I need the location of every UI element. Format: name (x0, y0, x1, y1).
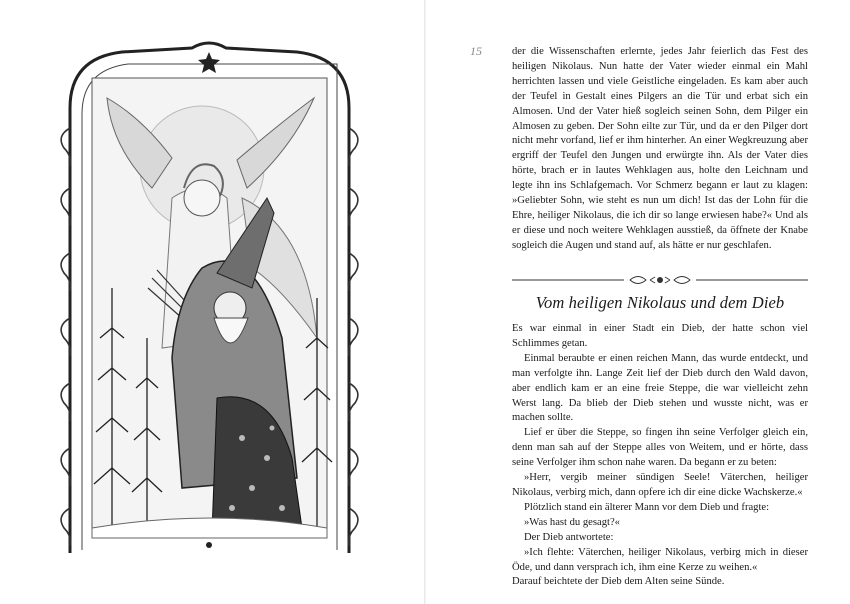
story-paragraph: Der Dieb antwortete: (524, 531, 614, 543)
story-paragraph: »Ich flehte: Väterchen, heiliger Nikolaus, verbirg mich in dieser Öde, und dann versprach ich, ihm eine Kerze zu weihen.« (512, 546, 808, 573)
story-paragraph: Lief er über die Steppe, so fingen ihn seine Verfolger gleich ein, denn man sah auf der Steppe alles von Weitem, und er hörte, dass seine Verfolger ihm schon nahe waren. Da begann er zu beten: (512, 427, 808, 469)
story-paragraph: »Herr, vergib meiner sündigen Seele! Väterchen, heiliger Nikolaus, verbirg mich, dann opfere ich dir eine dicke Wachskerze.« (512, 472, 808, 498)
story-paragraph: »Was hast du gesagt?« (524, 516, 620, 528)
frame-ornament-bottom (206, 542, 212, 548)
story-text (512, 322, 808, 590)
page-number: 15 (470, 44, 482, 58)
gutter (424, 0, 426, 604)
story-title: Vom heiligen Nikolaus und dem Dieb (535, 293, 785, 312)
continuation-text (512, 45, 808, 254)
saint-nicholas-angel-illustration (52, 38, 367, 558)
story-paragraph: Plötzlich stand ein älterer Mann vor dem Dieb und fragte: (524, 501, 770, 513)
story-paragraph: Es war einmal in einer Stadt ein Dieb, der hatte schon viel Schlimmes getan. (512, 323, 808, 349)
continuation-paragraph: der die Wissenschaften erlernte, jedes Jahr feierlich das Fest des heiligen Nikolaus. Nun hatte der Vater wieder einmal ein Mahl herrichten lassen und viele Geistliche eingeladen. Es kam aber auch der Teufel in Gestalt eines Pilgers an die Tür und erbat sich ein Almosen. Und der Vater hieß sogleich seinen Sohn, dem Pilger ein Almosen zu geben. Der Sohn eilte zur Tür, und da er den Pilger dort nicht mehr vorfand, lief er ihm hinterher. An einer Wegkreuzung aber ergriff der Teufel den Jungen und erwürgte ihn. Als der Vater dies hörte, brach er in lautes Wehklagen aus, holte den Leichnam und legte ihn ins Schlafgemach. Vor Schmerz begann er laut zu klagen: »Geliebter Sohn, wie steht es nun um dich! Ist das der Lohn für die Ehre, heiliger Nikolaus, die ich dir so lange erwiesen habe?« Und als er diese und noch weitere Wehklagen ausstieß, da öffnete der Knabe sogleich die Augen und stand auf, als hätte er nur geschlafen. (512, 46, 808, 251)
story-paragraph: Darauf beichtete der Dieb dem Alten seine Sünde. (512, 576, 725, 588)
story-paragraph: Einmal beraubte er einen reichen Mann, das wurde entdeckt, und man verfolgte ihn. Lange Zeit lief der Dieb durch den Wald davon, aber endlich kam er an eine freie Steppe, die war vielleicht zehn Werst lang. Da blieb der Dieb stehen und wusste nicht, was er machen sollte. (512, 352, 808, 424)
section-divider (512, 272, 808, 288)
